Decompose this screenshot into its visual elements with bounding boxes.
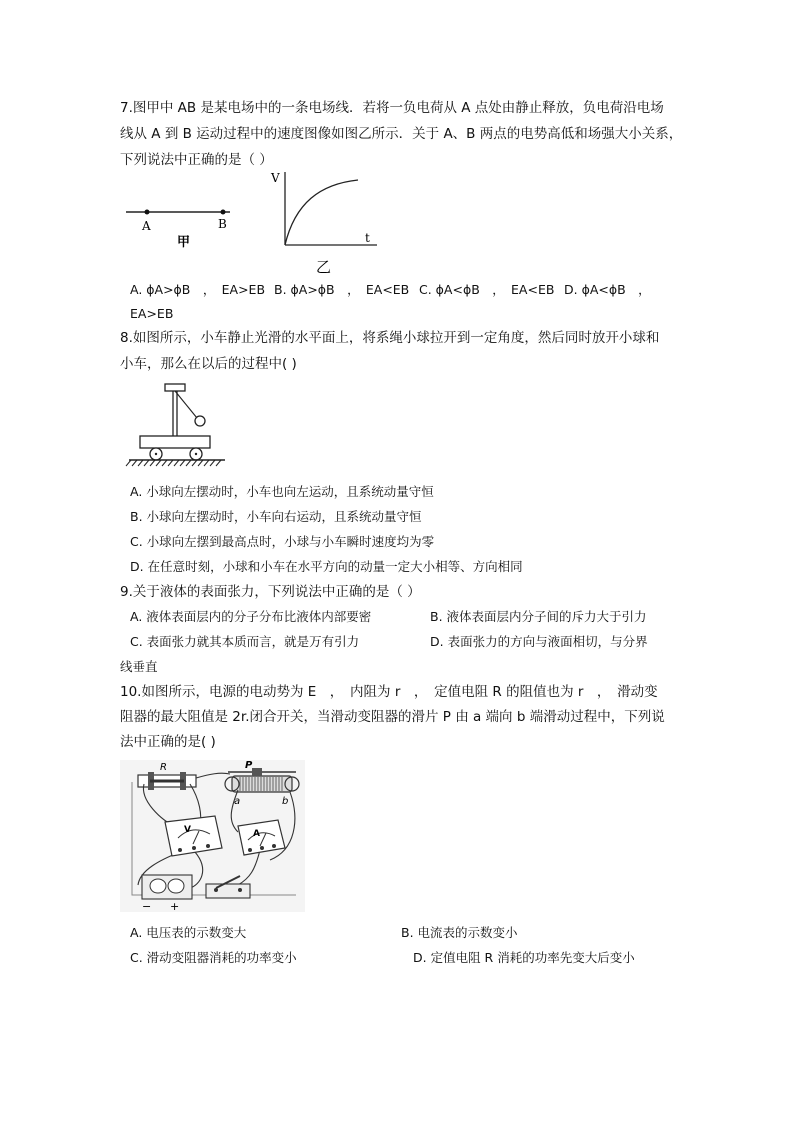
hatch-mark [186,460,191,466]
figure-yi-caption: 乙 [316,258,332,276]
q10-option-d[interactable]: D. 定值电阻 R 消耗的功率先变大后变小 [413,950,635,965]
hatch-mark [216,460,221,466]
hatch-mark [150,460,155,466]
q7-option-a[interactable]: A. ϕA>ϕB ， EA>EB [130,282,266,297]
ground-hatching [126,460,221,466]
battery-minus-label: − [142,900,152,913]
q10-option-a[interactable]: A. 电压表的示数变大 [130,925,247,940]
hatch-mark [162,460,167,466]
point-a-dot [145,210,150,215]
q10-text-line3: 法中正确的是( ) [120,734,216,750]
hatch-mark [144,460,149,466]
cart-body [140,436,210,448]
hatch-mark [198,460,203,466]
end-label-b: b [282,796,289,807]
top-bar [165,384,185,391]
q9-option-a[interactable]: A. 液体表面层内的分子分布比液体内部要密 [130,609,372,624]
q7-figure-yi-vt-graph [265,168,385,278]
q10-option-c[interactable]: C. 滑动变阻器消耗的功率变小 [130,950,297,965]
hatch-mark [126,460,131,466]
q7-text-line2: 线从 A 到 B 运动过程中的速度图像如图乙所示．关于 A、B 两点的电势高低和场强大小关系， [120,126,683,142]
pendulum-string [175,391,197,418]
q8-option-b[interactable]: B. 小球向左摆动时，小车向右运动，且系统动量守恒 [130,509,422,524]
voltmeter-label: V [184,825,191,835]
q10-figure-circuit [120,760,305,912]
q7-option-c[interactable]: C. ϕA<ϕB ， EA<EB [419,282,555,297]
battery-pack [142,875,192,899]
q9-option-c[interactable]: C. 表面张力就其本质而言，就是万有引力 [130,634,360,649]
q8-text-line1: 8.如图所示，小车静止光滑的水平面上，将系绳小球拉开到一定角度，然后同时放开小球和 [120,330,660,346]
slider-label-p: P [245,760,253,771]
q7-text-line3: 下列说法中正确的是（ ） [120,152,273,168]
rheostat-slider [252,768,262,776]
hatch-mark [156,460,161,466]
q10-option-b[interactable]: B. 电流表的示数变小 [401,925,518,940]
velocity-curve [285,180,358,245]
q9-option-d[interactable]: D. 表面张力的方向与液面相切，与分界 [430,634,648,649]
hatch-mark [204,460,209,466]
q7-text-line1: 7.图甲中 AB 是某电场中的一条电场线．若将一负电荷从 A 点处由静止释放，负电荷沿电场 [120,100,664,116]
q8-option-a[interactable]: A. 小球向左摆动时，小车也向左运动，且系统动量守恒 [130,484,434,499]
t-axis-label: t [365,231,370,245]
q9-option-d-continued: 线垂直 [120,659,158,674]
ammeter-label: A [253,829,260,839]
q7-figure-jia [120,195,240,255]
q8-option-c[interactable]: C. 小球向左摆到最高点时，小球与小车瞬时速度均为零 [130,534,435,549]
q7-option-d[interactable]: D. ϕA<ϕB ， [564,282,651,297]
hatch-mark [180,460,185,466]
ammeter [238,820,285,855]
point-b-dot [221,210,226,215]
q8-option-d[interactable]: D. 在任意时刻，小球和小车在水平方向的动量一定大小相等、方向相同 [130,559,523,574]
q10-text-line2: 阻器的最大阻值是 2r.闭合开关，当滑动变阻器的滑片 P 由 a 端向 b 端滑动过程中，下列说 [120,709,665,725]
hatch-mark [132,460,137,466]
resistor-label: R [160,762,167,773]
rheostat-coil [232,776,292,792]
hatch-mark [138,460,143,466]
pendulum-ball [195,416,205,426]
point-b-label: B [218,217,227,231]
hatch-mark [192,460,197,466]
q7-option-d-continued: EA>EB [130,306,174,321]
q7-option-b[interactable]: B. ϕA>ϕB ， EA<EB [274,282,410,297]
hatch-mark [210,460,215,466]
q8-figure-cart-pendulum [125,380,230,470]
battery-plus-label: + [170,900,180,913]
v-axis-label: V [271,171,280,185]
q10-text-line1: 10.如图所示，电源的电动势为 E ， 内阻为 r ， 定值电阻 R 的阻值也为 r ， 滑动变 [120,684,658,700]
q8-text-line2: 小车，那么在以后的过程中( ) [120,356,297,372]
q9-text-line1: 9.关于液体的表面张力，下列说法中正确的是（ ） [120,584,421,600]
end-label-a: a [234,796,241,807]
hatch-mark [174,460,179,466]
hatch-mark [168,460,173,466]
point-a-label: A [142,219,151,233]
figure-jia-caption: 甲 [177,235,191,250]
q9-option-b[interactable]: B. 液体表面层内分子间的斥力大于引力 [430,609,647,624]
